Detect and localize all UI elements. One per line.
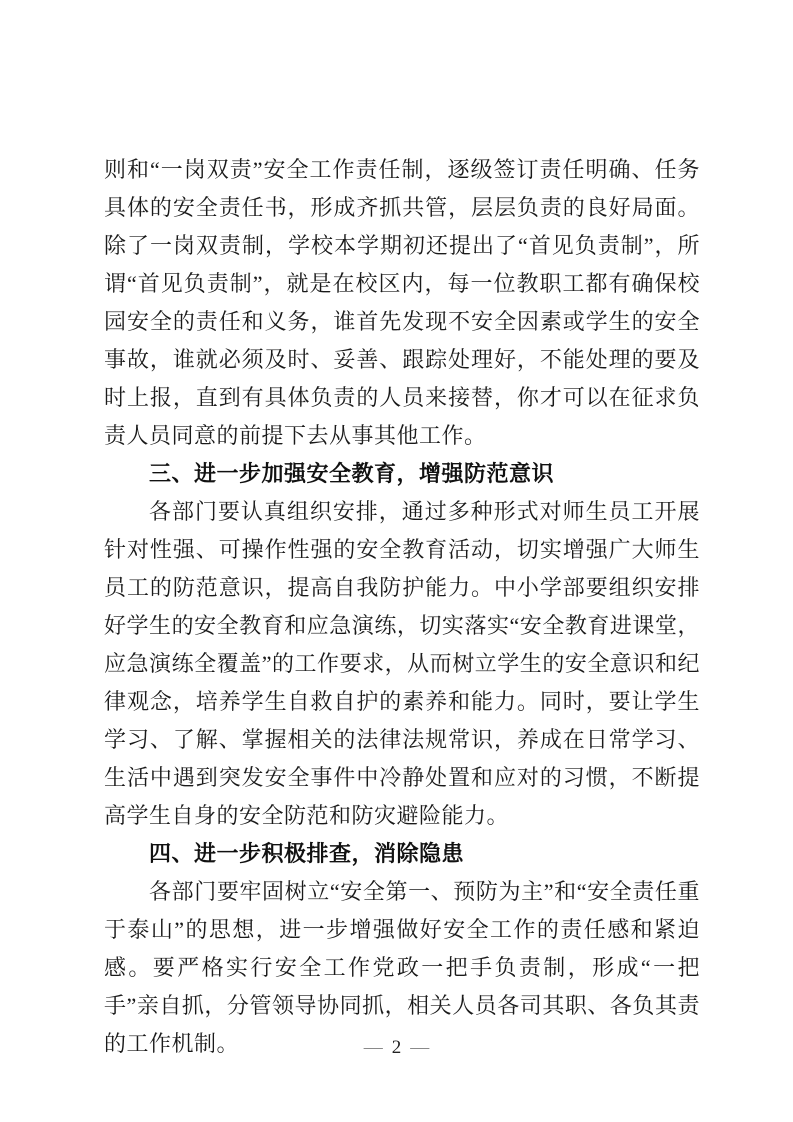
footer-left-dash: — <box>363 1037 383 1058</box>
document-body <box>104 151 700 1063</box>
section-heading-4: 四、进一步积极排查，消除隐患 <box>149 841 465 866</box>
page-footer <box>0 1036 793 1060</box>
paragraph-section-3: 各部门要认真组织安排，通过多种形式对师生员工开展针对性强、可操作性强的安全教育活动，切实增强广大师生员工的防范意识，提高自我防护能力。中小学部要组织安排好学生的安全教育和应急演练，切实落实“安全教育进课堂，应急演练全覆盖”的工作要求，从而树立学生的安全意识和纪律观念，培养学生自救自护的素养和能力。同时，要让学生学习、了解、掌握相关的法律法规常识，养成在日常学习、生活中遇到突发安全事件中冷静处置和应对的习惯，不断提高学生自身的安全防范和防灾避险能力。 <box>104 499 700 828</box>
section-heading-3: 三、进一步加强安全教育，增强防范意识 <box>149 461 555 486</box>
page-number: 2 <box>391 1037 402 1058</box>
footer-right-dash: — <box>410 1037 430 1058</box>
paragraph-continuation: 则和“一岗双责”安全工作责任制，逐级签订责任明确、任务具体的安全责任书，形成齐抓共管，层层负责的良好局面。除了一岗双责制，学校本学期初还提出了“首见负责制”，所谓“首见负责制”，就是在校区内，每一位教职工都有确保校园安全的责任和义务，谁首先发现不安全因素或学生的安全事故，谁就必须及时、妥善、跟踪处理好，不能处理的要及时上报，直到有具体负责的人员来接替，你才可以在征求负责人员同意的前提下去从事其他工作。 <box>104 157 700 448</box>
paragraph-section-4: 各部门要牢固树立“安全第一、预防为主”和“安全责任重于泰山”的思想，进一步增强做好安全工作的责任感和紧迫感。要严格实行安全工作党政一把手负责制，形成“一把手”亲自抓，分管领导协同抓，相关人员各司其职、各负其责的工作机制。 <box>104 879 700 1056</box>
